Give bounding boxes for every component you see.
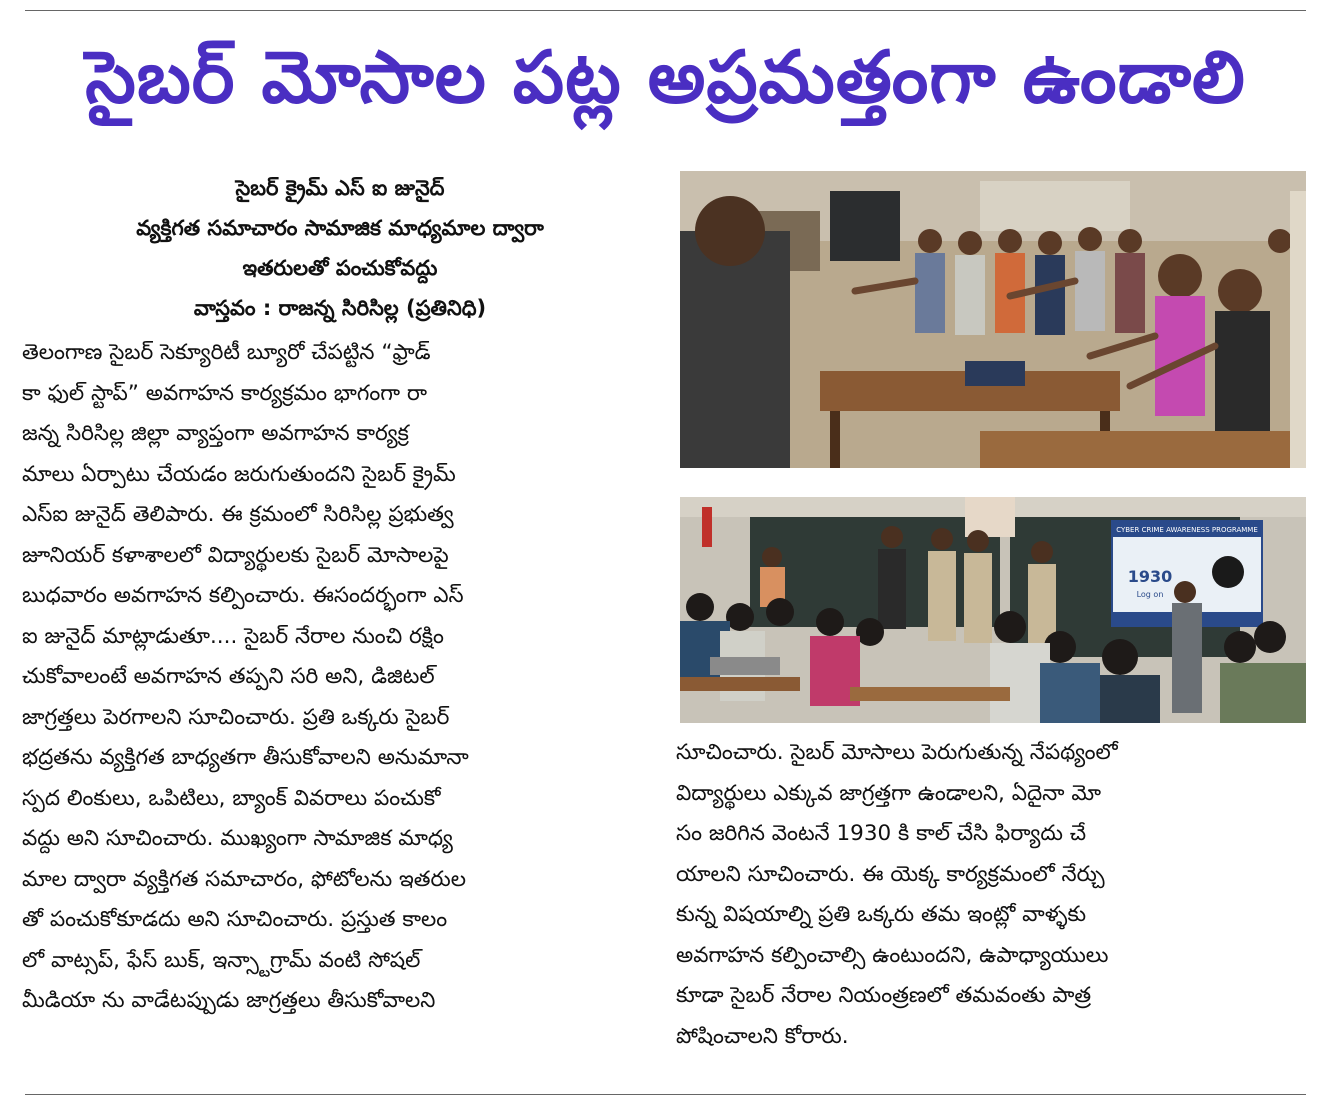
article-line: జన్న సిరిసిల్ల జిల్లా వ్యాప్తంగా అవగాహన కార్యక్ర — [22, 421, 409, 446]
dateline: వాస్తవం : రాజన్న సిరిసిల్ల (ప్రతినిధి) — [193, 296, 487, 320]
subhead-line: వ్యక్తిగత సమాచారం సామాజిక మాధ్యమాల ద్వారా — [136, 216, 544, 240]
article-line: మాల ద్వారా వ్యక్తిగత సమాచారం, ఫోటోలను ఇతరుల — [22, 866, 466, 892]
article-line: తో పంచుకోకూడదు అని సూచించారు. ప్రస్తుత కాలం — [22, 907, 448, 932]
article-line: స్పద లింకులు, ఒపిటిలు, బ్యాంక్ వివరాలు పంచుకో — [22, 785, 441, 811]
headline: సైబర్ మోసాల పట్ల అప్రమత్తంగా ఉండాలి — [85, 35, 1246, 119]
article-line: సం జరిగిన వెంటనే 1930 కి కాల్ చేసి ఫిర్యాదు చే — [676, 821, 1087, 846]
article-line: మాలు ఏర్పాటు చేయడం జరుగుతుందని సైబర్ క్రైమ్ — [22, 461, 456, 487]
article-line: జాగ్రత్తలు పెరగాలని సూచించారు. ప్రతి ఒక్కరు సైబర్ — [22, 704, 450, 730]
photo-awareness-session — [680, 497, 1306, 723]
subhead-line: సైబర్ క్రైమ్ ఎస్ ఐ జునైద్ — [235, 176, 445, 200]
article-line: కూడా సైబర్ నేరాల నియంత్రణలో తమవంతు పాత్ర — [676, 983, 1092, 1008]
subheadings — [30, 168, 650, 328]
article-left-column — [22, 333, 652, 1022]
article-line: పోషించాలని కోరారు. — [676, 1023, 849, 1049]
article-line: భద్రతను వ్యక్తిగత బాధ్యతగా తీసుకోవాలని అనుమానా — [22, 745, 469, 770]
banner-helpline: 1930 — [1127, 567, 1173, 586]
article-line: యాలని సూచించారు. ఈ యెక్క కార్యక్రమంలో నేర్చు — [676, 861, 1105, 887]
article-line: జూనియర్ కళాశాలలో విద్యార్థులకు సైబర్ మోసాలపై — [22, 542, 449, 568]
article-line: బుధవారం అవగాహన కల్పించారు. ఈసందర్భంగా ఎస్ — [22, 583, 464, 608]
banner-title: CYBER CRIME AWARENESS PROGRAMME — [1116, 526, 1258, 534]
article-line: కున్న విషయాల్ని ప్రతి ఒక్కరు తమ ఇంట్లో వాళ్ళకు — [676, 902, 1087, 927]
subhead-line: ఇతరులతో పంచుకోవద్దు — [242, 256, 438, 280]
article-line: తెలంగాణ సైబర్ సెక్యూరిటీ బ్యూరో చేపట్టిన “ఫ్రాడ్ — [22, 340, 431, 365]
article-line: లో వాట్సప్, ఫేస్ బుక్, ఇన్స్టాగ్రామ్ వంటి సోషల్ — [22, 947, 421, 973]
article-right-column — [676, 733, 1308, 1057]
article-line: ఐ జునైద్ మాట్లాడుతూ.... సైబర్ నేరాల నుంచి రక్షిం — [22, 623, 444, 649]
article-line: కా ఫుల్ స్టాప్” అవగాహన కార్యక్రమం భాగంగా రా — [22, 380, 428, 406]
article-line: అవగాహన కల్పించాల్సి ఉంటుందని, ఉపాధ్యాయులు — [676, 942, 1109, 968]
article-line: చుకోవాలంటే అవగాహన తప్పని సరి అని, డిజిటల్ — [22, 664, 435, 689]
article-line: వద్దు అని సూచించారు. ముఖ్యంగా సామాజిక మాధ్య — [22, 826, 453, 851]
article-line: మీడియా ను వాడేటప్పుడు జాగ్రత్తలు తీసుకోవాలని — [22, 988, 436, 1013]
article-line: సూచించారు. సైబర్ మోసాలు పెరుగుతున్న నేపథ్యంలో — [676, 740, 1118, 765]
bottom-rule — [25, 1094, 1306, 1095]
article-line: విద్యార్థులు ఎక్కువ జాగ్రత్తగా ఉండాలని, ఏదైనా మో — [676, 780, 1101, 806]
article-line: ఎస్ఐ జునైద్ తెలిపారు. ఈ క్రమంలో సిరిసిల్ల ప్రభుత్వ — [22, 502, 454, 527]
photo-students-pledge — [680, 171, 1306, 468]
top-rule — [25, 10, 1306, 11]
banner-logon: Log on — [1136, 590, 1164, 599]
